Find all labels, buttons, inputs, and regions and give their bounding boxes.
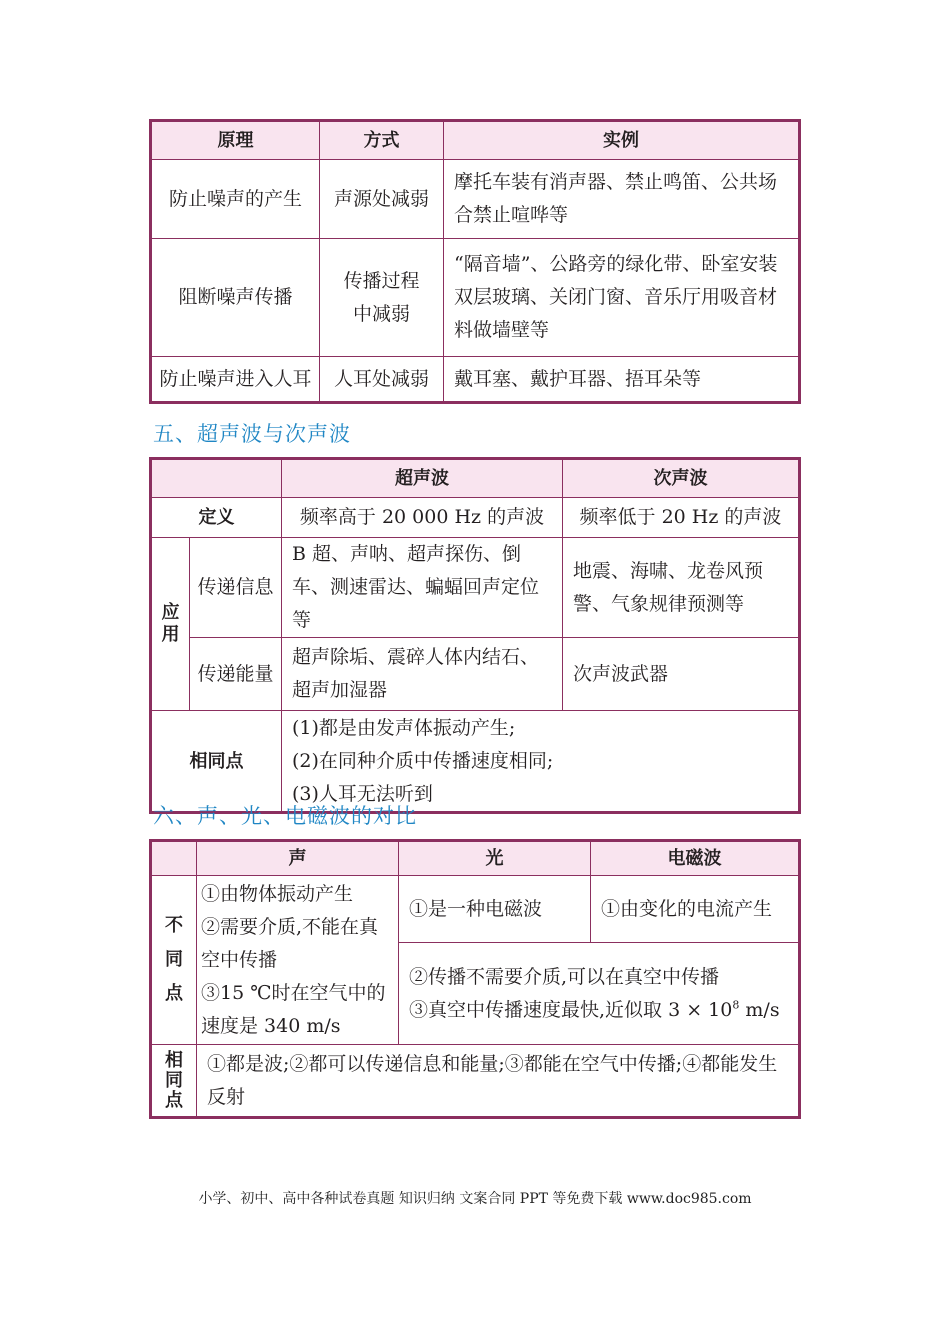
shared-point-3-unit: m/s <box>739 998 780 1021</box>
same-label-text: 相同点 <box>165 1049 183 1111</box>
light-em-shared <box>399 943 799 1045</box>
shared-point-3-text: ③真空中传播速度最快,近似取 3 × 10 <box>409 998 733 1021</box>
common-points <box>282 711 799 812</box>
common-point-1: (1)都是由发声体振动产生; <box>292 716 516 739</box>
row1-method: 声源处减弱 <box>320 160 444 239</box>
sound-diff-1: ①由物体振动产生 <box>201 883 354 905</box>
common-label: 相同点 <box>152 711 282 812</box>
row3-example: 戴耳塞、戴护耳器、捂耳朵等 <box>444 357 799 402</box>
header-sound: 声 <box>197 842 399 876</box>
header-ultrasound: 超声波 <box>282 460 563 498</box>
row2-principle: 阻断噪声传播 <box>152 239 320 357</box>
em-difference: ①由变化的电流产生 <box>591 876 799 943</box>
definition-infrasound: 频率低于 20 Hz 的声波 <box>563 498 799 538</box>
row3-principle: 防止噪声进入人耳 <box>152 357 320 402</box>
row2-method: 传播过程中减弱 <box>320 239 444 357</box>
shared-point-2: ②传播不需要介质,可以在真空中传播 <box>409 965 720 988</box>
row1-principle: 防止噪声的产生 <box>152 160 320 239</box>
row2-example: “隔音墙”、公路旁的绿化带、卧室安装双层玻璃、关闭门窗、音乐厅用吸音材料做墙壁等 <box>444 239 799 357</box>
footer-text: 小学、初中、高中各种试卷真题 知识归纳 文案合同 PPT 等免费下载 www.doc985.com <box>198 1191 752 1207</box>
application1-infrasound: 地震、海啸、龙卷风预警、气象规律预测等 <box>563 538 799 638</box>
header-light: 光 <box>399 842 591 876</box>
definition-label: 定义 <box>152 498 282 538</box>
sound-differences <box>197 876 399 1045</box>
header-blank <box>152 460 282 498</box>
sound-diff-2: ②需要介质,不能在真空中传播 <box>201 916 379 971</box>
difference-label <box>152 876 197 1045</box>
light-difference: ①是一种电磁波 <box>399 876 591 943</box>
header-blank <box>152 842 197 876</box>
application1-label: 传递信息 <box>190 538 282 638</box>
common-point-3: (3)人耳无法听到 <box>292 782 433 805</box>
ultrasound-infrasound-table <box>151 459 799 812</box>
shared-point-3-exponent: 8 <box>732 998 740 1012</box>
row3-method: 人耳处减弱 <box>320 357 444 402</box>
row1-example: 摩托车装有消声器、禁止鸣笛、公共场合禁止喧哗等 <box>444 160 799 239</box>
application-label <box>152 538 190 711</box>
application2-ultrasound: 超声除垢、震碎人体内结石、超声加湿器 <box>282 638 563 711</box>
difference-label-text: 不同点 <box>165 915 183 1004</box>
sound-diff-3: ③15 ℃时在空气中的速度是 340 m/s <box>201 982 386 1037</box>
header-principle: 原理 <box>152 122 320 160</box>
application1-ultrasound: B 超、声呐、超声探伤、倒车、测速雷达、蝙蝠回声定位等 <box>282 538 563 638</box>
header-infrasound: 次声波 <box>563 460 799 498</box>
application2-infrasound: 次声波武器 <box>563 638 799 711</box>
section6-title: 六、声、光、电磁波的对比 <box>153 804 417 828</box>
same-label <box>152 1045 197 1117</box>
header-method: 方式 <box>320 122 444 160</box>
application-label-text: 应用 <box>161 602 180 645</box>
noise-control-table <box>151 121 799 402</box>
same-points: ①都是波;②都可以传递信息和能量;③都能在空气中传播;④都能发生反射 <box>197 1045 799 1117</box>
header-em-wave: 电磁波 <box>591 842 799 876</box>
application2-label: 传递能量 <box>190 638 282 711</box>
sound-light-em-table <box>151 841 799 1117</box>
common-point-2: (2)在同种介质中传播速度相同; <box>292 749 554 772</box>
shared-point-3 <box>409 994 788 1027</box>
definition-ultrasound: 频率高于 20 000 Hz 的声波 <box>282 498 563 538</box>
section5-title: 五、超声波与次声波 <box>153 422 351 446</box>
header-example: 实例 <box>444 122 799 160</box>
